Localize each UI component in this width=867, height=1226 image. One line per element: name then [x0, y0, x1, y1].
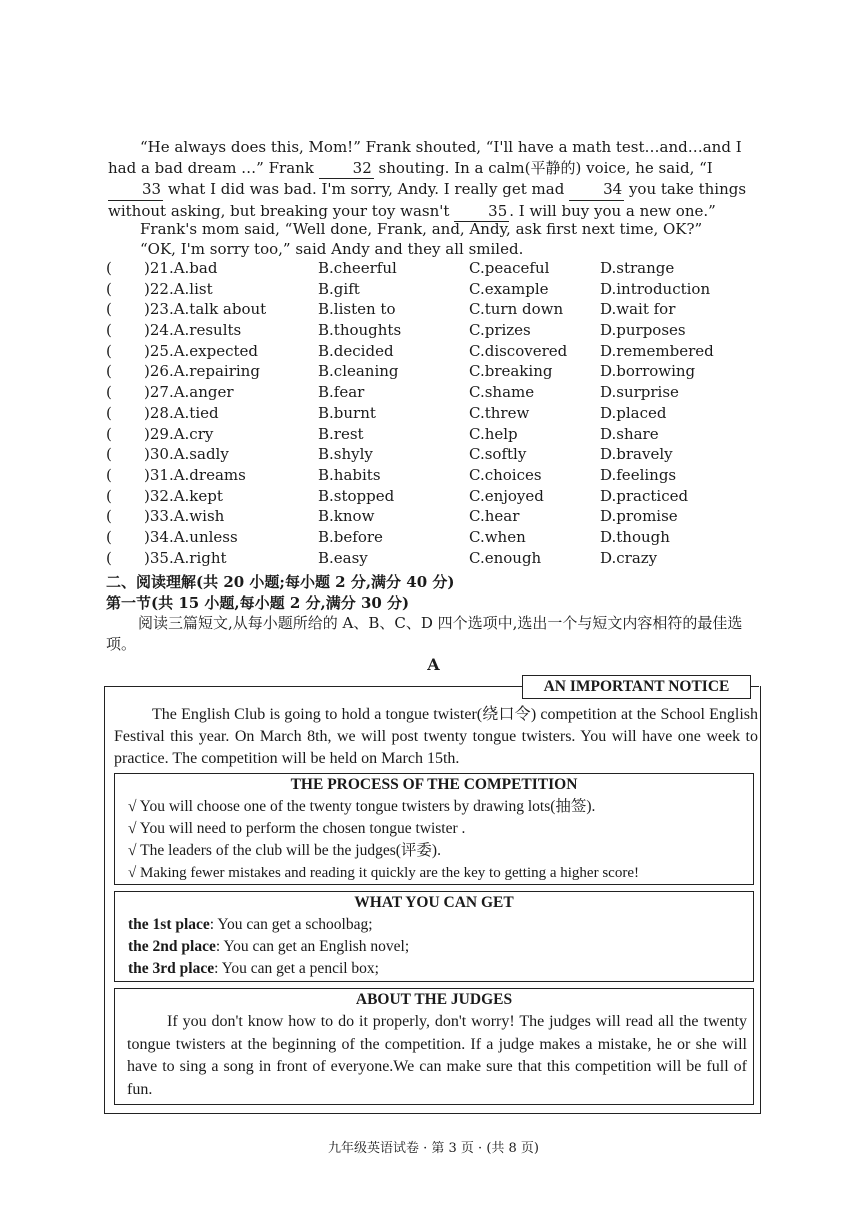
judges-text: If you don't know how to do it properly, don't worry! The judges will read all the twenty tongue twisters at the beginning of the competition. If a judge makes a mistake, he or she will have to sing a song in front of everyone.We can make sure that this competition will be full of fun. — [127, 1013, 747, 1098]
passage-paragraph-2: Frank's mom said, “Well done, Frank, and, Andy, ask first next time, OK?” — [140, 220, 703, 238]
option-d: D.bravely — [600, 445, 673, 464]
notice-intro: The English Club is going to hold a tongue twister(绕口令) competition at the School English Festival this year. On March 8th, we will post twenty tongue twisters. You will have one week to practice. The competition will be held on March 15th. — [114, 706, 758, 767]
passage-text: you take things without asking, but breaking your toy wasn't — [108, 180, 747, 220]
option-c: C.enough — [469, 548, 542, 567]
answer-paren[interactable]: ( — [106, 300, 112, 319]
option-b: B.cleaning — [318, 362, 399, 381]
answer-paren[interactable]: ( — [106, 341, 112, 360]
answer-paren[interactable]: ( — [106, 445, 112, 464]
option-d: D.remembered — [600, 341, 714, 360]
prize-item: the 3rd place: You can get a pencil box; — [128, 960, 379, 977]
section-title: 二、阅读理解(共 20 小题;每小题 2 分,满分 40 分) — [106, 573, 455, 591]
judges-box — [114, 988, 754, 1105]
option-c: C.hear — [469, 507, 520, 526]
question-row — [106, 425, 766, 446]
prize-item: the 1st place: You can get a schoolbag; — [128, 916, 373, 933]
question-row — [106, 362, 766, 383]
option-c: C.breaking — [469, 362, 553, 381]
process-line: √ The leaders of the club will be the judges(评委). — [128, 842, 441, 859]
option-c: C.help — [469, 424, 518, 443]
question-row — [106, 300, 766, 321]
option-d: D.share — [600, 424, 659, 443]
option-d: D.strange — [600, 259, 675, 277]
options-table — [106, 259, 766, 569]
option-a: )28.A.tied — [144, 403, 219, 422]
answer-paren[interactable]: ( — [106, 486, 112, 505]
option-d: D.wait for — [600, 300, 676, 319]
question-row — [106, 404, 766, 425]
prize-item: the 2nd place: You can get an English novel; — [128, 938, 410, 955]
passage-text: what I did was bad. I'm sorry, Andy. I really get mad — [163, 180, 570, 198]
option-b: B.habits — [318, 465, 381, 484]
option-a: )25.A.expected — [144, 341, 259, 360]
part-title: 第一节(共 15 小题,每小题 2 分,满分 30 分) — [106, 594, 410, 612]
answer-paren[interactable]: ( — [106, 465, 112, 484]
option-b: B.rest — [318, 424, 364, 443]
passage-text: “He always does this, Mom!” Frank shouted, “I'll have a math test…and…and I had a bad dream …” Frank — [108, 138, 742, 177]
option-b: B.fear — [318, 383, 365, 402]
option-a: )31.A.dreams — [144, 465, 246, 484]
answer-blank[interactable]: 32 — [319, 158, 374, 180]
option-c: C.when — [469, 527, 526, 546]
option-c: C.prizes — [469, 321, 531, 340]
option-c: C.shame — [469, 383, 535, 402]
option-d: D.though — [600, 527, 670, 546]
option-a: )23.A.talk about — [144, 300, 267, 319]
option-b: B.gift — [318, 279, 360, 298]
option-d: D.purposes — [600, 321, 686, 340]
process-box — [114, 773, 754, 885]
passage-text: shouting. In a calm(平静的) voice, he said, “I — [373, 158, 713, 177]
option-a: )33.A.wish — [144, 507, 225, 526]
option-d: D.borrowing — [600, 362, 696, 381]
question-row — [106, 466, 766, 487]
process-line: √ You will choose one of the twenty tongue twisters by drawing lots(抽签). — [128, 798, 596, 815]
option-b: B.decided — [318, 341, 394, 360]
question-row — [106, 507, 766, 528]
option-a: )26.A.repairing — [144, 362, 260, 381]
answer-paren[interactable]: ( — [106, 527, 112, 546]
process-line: √ Making fewer mistakes and reading it quickly are the key to getting a higher score! — [128, 865, 639, 881]
option-d: D.placed — [600, 403, 667, 422]
process-heading: THE PROCESS OF THE COMPETITION — [290, 776, 578, 793]
question-row — [106, 445, 766, 466]
answer-paren[interactable]: ( — [106, 362, 112, 381]
question-row — [106, 383, 766, 404]
option-b: B.know — [318, 507, 375, 526]
question-row — [106, 321, 766, 342]
option-c: C.example — [469, 279, 549, 298]
question-row — [106, 487, 766, 508]
question-row — [106, 342, 766, 363]
question-row — [106, 280, 766, 301]
option-d: D.introduction — [600, 279, 711, 298]
option-c: C.threw — [469, 403, 530, 422]
answer-blank[interactable]: 33 — [108, 179, 163, 201]
option-c: C.enjoyed — [469, 486, 544, 505]
option-d: D.practiced — [600, 486, 689, 505]
option-a: )34.A.unless — [144, 527, 238, 546]
passage-text: . I will buy you a new one.” — [509, 201, 716, 220]
option-c: C.softly — [469, 445, 527, 464]
question-row — [106, 528, 766, 549]
question-row — [106, 549, 766, 570]
answer-paren[interactable]: ( — [106, 259, 112, 277]
option-b: B.burnt — [318, 403, 376, 422]
option-c: C.peaceful — [469, 259, 550, 277]
option-a: )30.A.sadly — [144, 445, 229, 464]
option-a: )29.A.cry — [144, 424, 214, 443]
question-row — [106, 259, 766, 280]
passage-paragraph-3: “OK, I'm sorry too,” said Andy and they all smiled. — [140, 240, 524, 258]
option-d: D.crazy — [600, 548, 658, 567]
option-a: )24.A.results — [144, 321, 242, 340]
option-a: )22.A.list — [144, 279, 213, 298]
prizes-box — [114, 891, 754, 982]
answer-paren[interactable]: ( — [106, 279, 112, 298]
page-footer: 九年级英语试卷 · 第 3 页 · (共 8 页) — [327, 1141, 539, 1156]
answer-paren[interactable]: ( — [106, 383, 112, 402]
option-d: D.surprise — [600, 383, 679, 402]
option-c: C.turn down — [469, 300, 564, 319]
option-c: C.discovered — [469, 341, 568, 360]
option-d: D.feelings — [600, 465, 677, 484]
option-d: D.promise — [600, 507, 678, 526]
instruction-text: 阅读三篇短文,从每小题所给的 A、B、C、D 四个选项中,选出一个与短文内容相符的最佳选项。 — [106, 614, 743, 653]
option-a: )21.A.bad — [144, 259, 218, 277]
answer-paren[interactable]: ( — [106, 507, 112, 526]
notice-title: AN IMPORTANT NOTICE — [522, 675, 751, 699]
passage-letter: A — [427, 655, 440, 674]
process-line: √ You will need to perform the chosen tongue twister . — [128, 820, 466, 837]
option-b: B.cheerful — [318, 259, 397, 277]
option-b: B.stopped — [318, 486, 395, 505]
option-b: B.thoughts — [318, 321, 402, 340]
option-b: B.listen to — [318, 300, 396, 319]
option-b: B.easy — [318, 548, 368, 567]
option-a: )35.A.right — [144, 548, 227, 567]
option-a: )32.A.kept — [144, 486, 223, 505]
judges-heading: ABOUT THE JUDGES — [355, 991, 513, 1008]
answer-blank[interactable]: 35 — [454, 201, 509, 223]
answer-paren[interactable]: ( — [106, 424, 112, 443]
answer-blank[interactable]: 34 — [569, 179, 624, 201]
passage-paragraph-1 — [108, 137, 760, 222]
option-a: )27.A.anger — [144, 383, 234, 402]
prizes-heading: WHAT YOU CAN GET — [354, 894, 514, 911]
answer-paren[interactable]: ( — [106, 548, 112, 567]
answer-paren[interactable]: ( — [106, 403, 112, 422]
option-b: B.shyly — [318, 445, 373, 464]
option-c: C.choices — [469, 465, 542, 484]
answer-paren[interactable]: ( — [106, 321, 112, 340]
option-b: B.before — [318, 527, 383, 546]
